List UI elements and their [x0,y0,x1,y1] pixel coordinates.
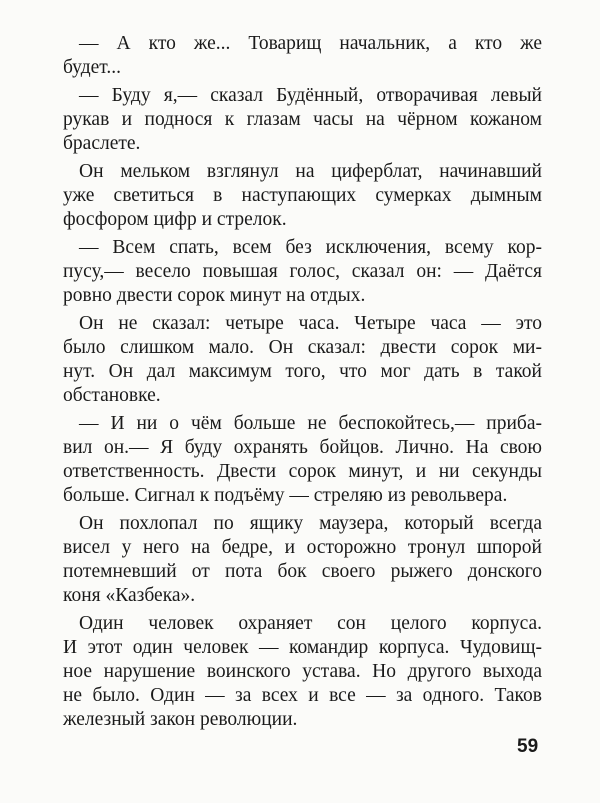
text-line: уже светиться в наступающих сумерках дымным [63,185,542,206]
text-line: Он мельком взглянул на циферблат, начинавший [79,161,542,182]
text-line: Он похлопал по ящику маузера, который всегда [79,513,542,534]
text-line: коня «Казбека». [63,585,196,606]
text-line: было слишком мало. Он сказал: двести сорок ми- [63,337,542,358]
paragraph [63,412,542,508]
text-line: И этот один человек — командир корпуса. Чудовищ- [63,637,542,658]
text-line: висел у него на бедре, и осторожно тронул шпорой [63,537,542,558]
text-line: потемневший от пота бок своего рыжего донского [63,561,542,582]
page-number: 59 [517,736,539,757]
text-line: нут. Он дал максимум того, что мог дать в такой [63,361,542,382]
text-line: — А кто же... Товарищ начальник, а кто же [79,33,542,54]
text-line: обстановке. [63,385,161,406]
text-line: будет... [63,57,121,78]
text-line: больше. Сигнал к подъёму — стреляю из револьвера. [63,485,508,506]
text-line: фосфором цифр и стрелок. [63,209,287,230]
paragraph [63,512,542,608]
text-line: железный закон революции. [63,709,298,730]
text-line: вил он.— Я буду охранять бойцов. Лично. На свою [63,437,542,458]
text-line: ровно двести сорок минут на отдых. [63,285,366,306]
text-line: браслете. [63,133,141,154]
text-line: ное нарушение воинского устава. Но другого выхода [63,661,542,682]
text-line: не было. Один — за всех и все — за одного. Таков [63,685,542,706]
text-line: Один человек охраняет сон целого корпуса. [79,613,542,634]
paragraph [63,612,542,732]
text-line: ответственность. Двести сорок минут, и ни секунды [63,461,542,482]
paragraph [63,312,542,408]
paragraph [63,236,542,308]
paragraph [63,160,542,232]
text-line: Он не сказал: четыре часа. Четыре часа — это [79,313,542,334]
book-page-text [63,32,542,736]
text-line: — И ни о чём больше не беспокойтесь,— прибa- [79,413,542,434]
paragraph [63,32,542,80]
text-line: рукав и поднося к глазам часы на чёрном кожаном [63,109,542,130]
text-line: — Буду я,— сказал Будённый, отворачивая левый [79,85,542,106]
text-line: — Всем спать, всем без исключения, всему кор- [79,237,542,258]
paragraph [63,84,542,156]
text-line: пусу,— весело повышая голос, сказал он: — Даётся [63,261,542,282]
